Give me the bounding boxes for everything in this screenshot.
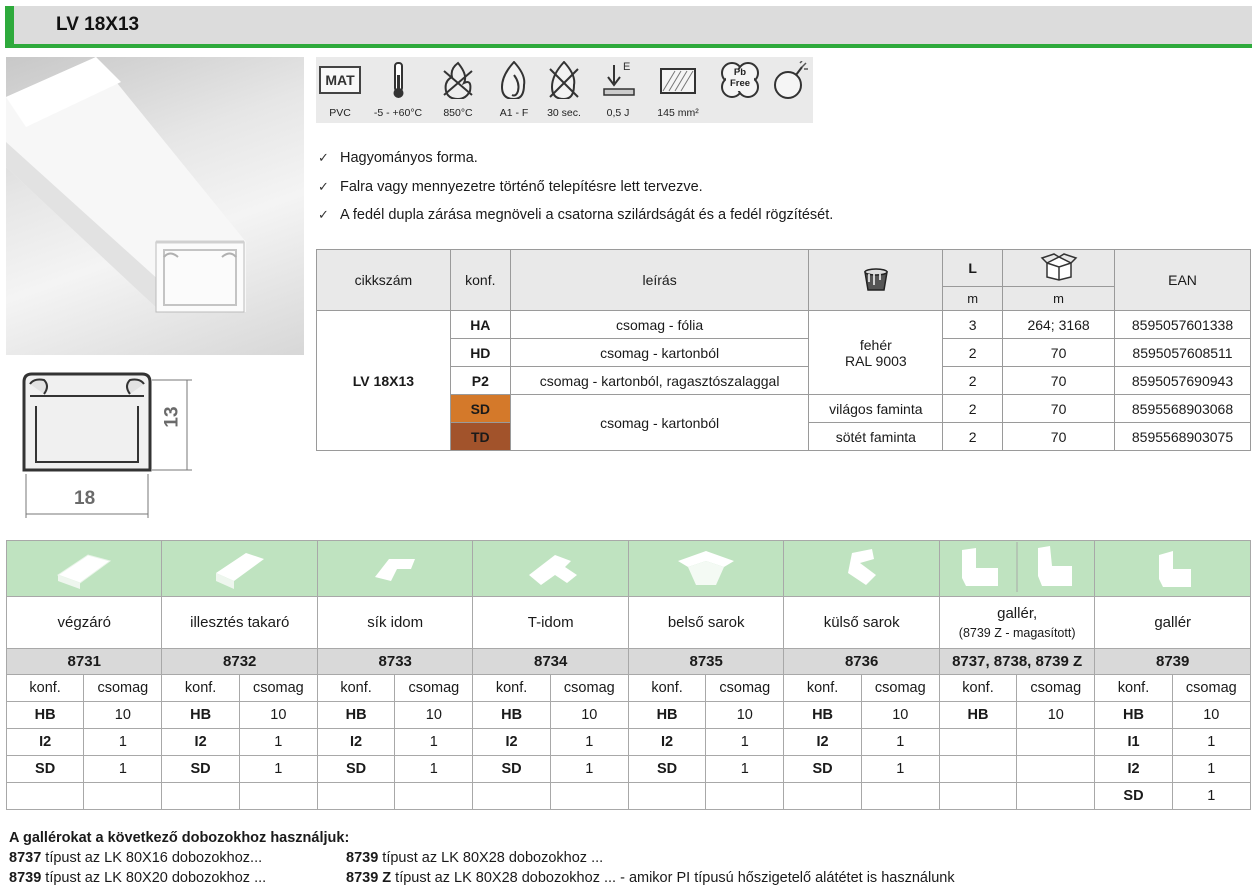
box-icon [1003, 250, 1115, 287]
flame-time-label: 30 sec. [547, 107, 581, 119]
glow-wire-icon [428, 61, 488, 99]
feature-list [318, 150, 833, 236]
flammability-label: A1 - F [499, 107, 529, 119]
page-title: LV 18X13 [56, 14, 140, 35]
checkbox-icon: ✓ [318, 178, 329, 194]
collar-image [1095, 541, 1251, 597]
cross-section-icon [648, 61, 708, 99]
paint-bucket-icon [809, 250, 943, 311]
header-code: cikkszám [317, 250, 451, 311]
accessory-name-row: végzáró illesztés takaró sík idom T-idom belső sarok külső sarok gallér, (8739 Z - magasított) gallér [7, 597, 1251, 649]
property-icons-strip [316, 57, 813, 123]
product-table [316, 249, 1251, 451]
bomb-icon [760, 61, 820, 99]
header-length: L [943, 250, 1003, 287]
height-dimension-label: 13 [161, 406, 183, 428]
notes-title: A gallérokat a következő dobozokhoz használjuk: [9, 830, 350, 846]
table-row: SD 1 SD 1 SD 1 SD 1 SD 1 SD 1 I2 1 [7, 756, 1251, 783]
cross-section-drawing [22, 370, 202, 520]
collar-high-image [939, 541, 1094, 597]
table-row: SD 1 [7, 783, 1251, 810]
mat-badge: MAT [325, 72, 355, 88]
flat-angle-image [317, 541, 472, 597]
color-white-cell: fehér RAL 9003 [809, 311, 943, 395]
t-piece-image [473, 541, 628, 597]
accessory-code-row: 8731 8732 8733 8734 8735 8736 8737, 8738, 8739 Z 8739 [7, 649, 1251, 675]
impact-icon [588, 61, 648, 99]
flame-crossed-icon [534, 61, 594, 99]
note-line: 8739 típust az LK 80X28 dobozokhoz ... [346, 850, 604, 866]
note-line: 8739 Z típust az LK 80X28 dobozokhoz ... - amikor PI típusú hőszigetelő alátétet is használunk [346, 870, 955, 886]
accessory-image-row [7, 541, 1251, 597]
internal-corner-image [628, 541, 783, 597]
thermometer-icon [368, 61, 428, 99]
mat-label: PVC [329, 107, 351, 119]
product-code: LV 18X13 [317, 311, 451, 451]
mat-icon [312, 61, 372, 99]
note-line: 8737 típust az LK 80X16 dobozokhoz... [9, 850, 263, 866]
end-cap-image [7, 541, 162, 597]
temperature-label: -5 - +60°C [373, 107, 423, 119]
accessories-table [6, 540, 1251, 810]
product-photo [6, 57, 304, 355]
checkbox-icon: ✓ [318, 207, 329, 222]
pb-free-badge: Pb Free [729, 67, 751, 89]
header-bar [5, 6, 1252, 48]
feature-item: ✓ Hagyományos forma. [318, 150, 478, 166]
table-row: P2 csomag - kartonból, ragasztószalaggal 2 70 8595057690943 [317, 367, 1251, 395]
header-box-unit: m [1003, 287, 1115, 311]
table-row: HD csomag - kartonból 2 70 8595057608511 [317, 339, 1251, 367]
header-ean: EAN [1115, 250, 1251, 311]
header-length-unit: m [943, 287, 1003, 311]
feature-item: ✓ A fedél dupla zárása megnöveli a csatorna szilárdságát és a fedél rögzítését. [318, 207, 834, 223]
table-row: LV 18X13 HA csomag - fólia fehér RAL 9003 3 264; 3168 8595057601338 [317, 311, 1251, 339]
table-row: TD sötét faminta 2 70 8595568903075 [317, 423, 1251, 451]
width-dimension-label: 18 [74, 488, 96, 509]
joint-cover-image [162, 541, 317, 597]
note-line: 8739 típust az LK 80X20 dobozokhoz ... [9, 870, 267, 886]
cross-section-label: 145 mm² [657, 107, 699, 119]
checkbox-icon: ✓ [318, 150, 329, 165]
feature-item: ✓ Falra vagy mennyezetre történő telepítésre lett tervezve. [318, 178, 703, 195]
table-row: HB 10 HB 10 HB 10 HB 10 HB 10 HB 10 HB 10 HB 10 [7, 702, 1251, 729]
glow-wire-label: 850°C [443, 107, 473, 119]
header-conf: konf. [450, 250, 510, 311]
table-row: SD csomag - kartonból világos faminta 2 70 8595568903068 [317, 395, 1251, 423]
external-corner-image [784, 541, 939, 597]
table-row: I2 1 I2 1 I2 1 I2 1 I2 1 I2 1 I1 1 [7, 729, 1251, 756]
impact-badge: E [623, 61, 631, 73]
accessory-header-row: konf. csomag konf. csomag konf. csomag konf. csomag konf. csomag konf. csomag konf. csomag konf. csomag [7, 675, 1251, 702]
impact-label: 0,5 J [606, 107, 630, 119]
header-desc: leírás [510, 250, 809, 311]
